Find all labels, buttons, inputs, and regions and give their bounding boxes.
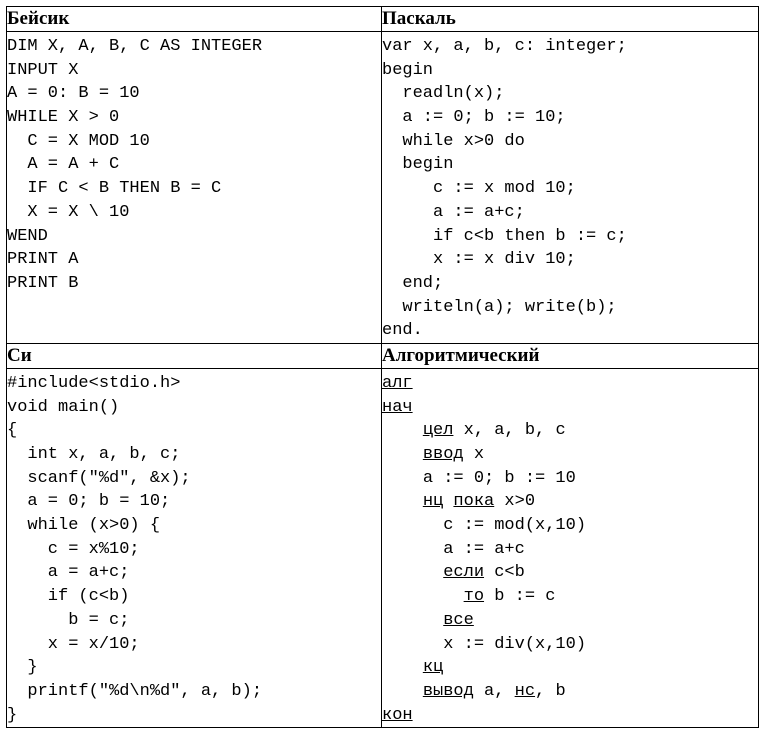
code-line: int x, a, b, c;	[7, 445, 181, 464]
code-line: printf("%d\n%d", a, b);	[7, 681, 263, 701]
code-line	[382, 467, 758, 491]
code-line: a := 0; b := 10;	[382, 108, 566, 128]
code-line: readln(x);	[382, 84, 505, 104]
code-line: scanf("%d", &x);	[7, 468, 191, 488]
code-line: WEND	[7, 226, 48, 246]
code-line: INPUT X	[7, 60, 79, 80]
code-line: begin	[382, 60, 434, 80]
code-line: A = A + C	[7, 155, 120, 175]
code-text: x := div(x,10)	[443, 634, 587, 654]
keyword: то	[463, 587, 485, 607]
code-line: A = 0: B = 10	[7, 84, 140, 104]
code-line: void main()	[7, 397, 120, 417]
code-line	[382, 656, 758, 680]
code-line: PRINT A	[7, 250, 79, 270]
code-text: a,	[473, 681, 515, 701]
code-line: while x>0 do	[382, 131, 525, 151]
code-text: x	[463, 445, 485, 464]
code-line	[382, 396, 758, 420]
code-text: x, a, b, c	[453, 421, 566, 441]
code-line: if (c<b)	[7, 587, 130, 607]
code-line: begin	[382, 155, 454, 175]
code-line: c := x mod 10;	[382, 179, 576, 199]
code-line: var x, a, b, c: integer;	[382, 37, 627, 56]
header-pascal: Паскаль	[382, 7, 759, 32]
code-line	[382, 419, 758, 443]
keyword: вывод	[422, 681, 474, 701]
keyword: алг	[382, 373, 413, 393]
code-line	[382, 585, 758, 609]
code-line	[382, 490, 758, 514]
keyword: ввод	[422, 445, 464, 464]
code-line: IF C < B THEN B = C	[7, 179, 222, 199]
code-line	[382, 514, 758, 538]
code-line: x = x/10;	[7, 634, 140, 654]
header-basic: Бейсик	[7, 7, 382, 32]
code-line: if c<b then b := c;	[382, 226, 627, 246]
keyword: пока	[453, 492, 495, 512]
code-line: }	[7, 658, 38, 678]
c-code	[7, 369, 381, 727]
code-comparison-table	[6, 6, 759, 728]
code-line: b = c;	[7, 610, 130, 630]
code-text: , b	[535, 681, 566, 701]
header-algo: Алгоритмический	[382, 343, 759, 368]
code-text: x>0	[494, 492, 536, 512]
code-line: writeln(a); write(b);	[382, 297, 617, 317]
code-line	[382, 538, 758, 562]
code-text: b := c	[484, 587, 556, 607]
keyword: кон	[382, 705, 413, 725]
code-line: X = X \ 10	[7, 202, 130, 222]
header-c: Си	[7, 343, 382, 368]
c-code-cell	[7, 368, 382, 727]
keyword: нач	[382, 397, 413, 417]
code-text: a := a+c	[443, 539, 525, 559]
code-line: x := x div 10;	[382, 250, 576, 270]
basic-code-cell	[7, 32, 382, 344]
keyword: все	[443, 610, 474, 630]
code-line: a := a+c;	[382, 202, 525, 222]
code-line	[382, 609, 758, 633]
code-line: #include<stdio.h>	[7, 373, 181, 393]
code-line: a = a+c;	[7, 563, 130, 583]
code-line	[382, 561, 758, 585]
code-line	[382, 443, 758, 467]
code-line: a = 0; b = 10;	[7, 492, 171, 512]
code-line: end;	[382, 273, 444, 293]
code-line: }	[7, 705, 18, 725]
code-line: while (x>0) {	[7, 516, 161, 536]
code-line: DIM X, A, B, C AS INTEGER	[7, 37, 263, 56]
code-text: c := mod(x,10)	[443, 516, 587, 536]
code-line	[382, 704, 758, 728]
algo-code	[382, 369, 758, 727]
keyword: если	[443, 563, 485, 583]
code-line: {	[7, 421, 18, 441]
pascal-code-cell	[382, 32, 759, 344]
code-line: C = X MOD 10	[7, 131, 150, 151]
code-text: a := 0; b := 10	[422, 468, 576, 488]
keyword: нс	[514, 681, 536, 701]
pascal-code	[382, 32, 758, 343]
keyword: нц	[422, 492, 444, 512]
code-line	[382, 680, 758, 704]
code-line: WHILE X > 0	[7, 108, 120, 128]
code-line: PRINT B	[7, 273, 79, 293]
code-line: c = x%10;	[7, 539, 140, 559]
code-line: end.	[382, 321, 423, 341]
keyword: кц	[422, 658, 444, 678]
code-text: c<b	[484, 563, 525, 583]
algo-code-cell	[382, 368, 759, 727]
code-line	[382, 372, 758, 396]
basic-code	[7, 32, 381, 296]
keyword: цел	[422, 421, 454, 441]
code-line	[382, 633, 758, 657]
